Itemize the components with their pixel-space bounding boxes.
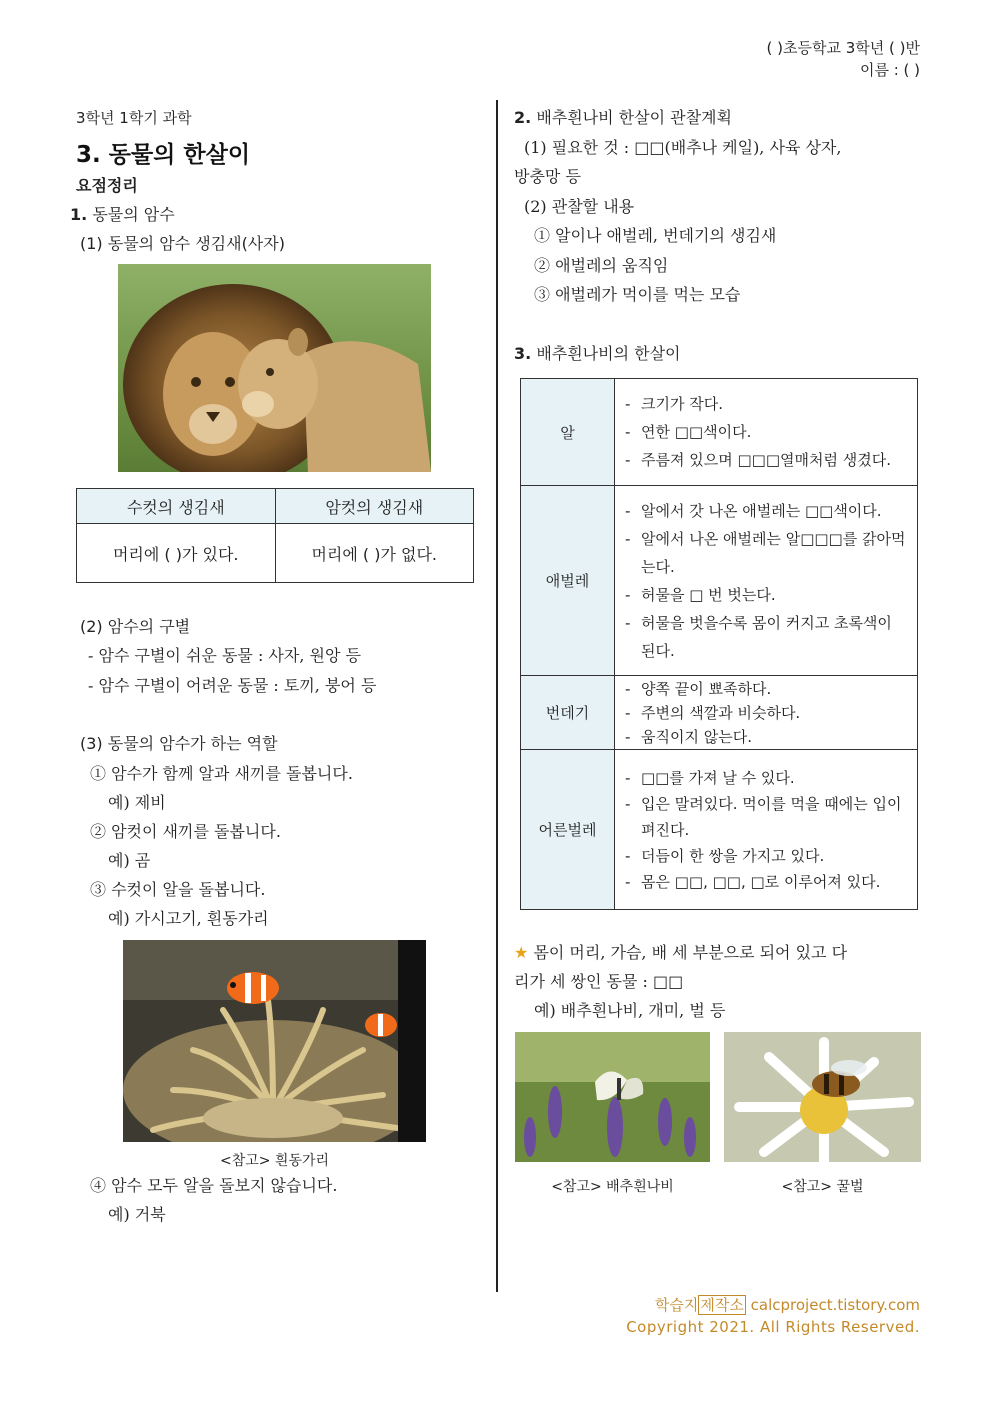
table-row — [521, 379, 918, 486]
needs-line-2: 방충망 등 — [514, 167, 581, 186]
list-item: - 허물을 벗을수록 몸이 커지고 초록색이 된다. — [619, 609, 911, 665]
insect-line-2: 리가 세 쌍인 동물 : □□ — [514, 972, 684, 991]
stage-label-pupa: 번데기 — [521, 676, 615, 750]
needs-line-1: (1) 필요한 것 : □□(배추나 케일), 사육 상자, — [524, 138, 842, 157]
observe-heading: (2) 관찰할 내용 — [524, 197, 635, 216]
section-2-title: 배추흰나비 한살이 관찰계획 — [536, 108, 732, 127]
section-2-number: 2. — [514, 108, 532, 127]
cabbage-butterfly-photo — [515, 1032, 710, 1162]
table-row — [521, 750, 918, 910]
column-divider — [496, 100, 498, 1292]
school-class-line: ( )초등학교 3학년 ( )반 — [766, 39, 920, 57]
footer-site-link[interactable]: calcproject.tistory.com — [750, 1296, 920, 1314]
list-item: - 입은 말려있다. 먹이를 먹을 때에는 입이 펴진다. — [619, 791, 911, 843]
sub2-item-hard: - 암수 구별이 어려운 동물 : 토끼, 붕어 등 — [88, 676, 377, 695]
sub2-heading: (2) 암수의 구별 — [80, 617, 191, 636]
list-item: - 주름져 있으며 □□□열매처럼 생겼다. — [619, 446, 911, 474]
insect-definition-1: 몸이 머리, 가슴, 배 세 부분으로 되어 있고 다 — [533, 943, 848, 962]
female-header: 암컷의 생김새 — [275, 489, 474, 524]
stage-label-egg: 알 — [521, 379, 615, 486]
observe-item-1: ① 알이나 애벌레, 번데기의 생김새 — [534, 226, 777, 245]
female-cell: 머리에 ( )가 없다. — [275, 524, 474, 583]
stage-content-larva — [615, 486, 918, 676]
role-4-example: 예) 거북 — [108, 1205, 166, 1224]
insect-line-1 — [514, 943, 847, 963]
list-item: - 몸은 □□, □□, □로 이루어져 있다. — [619, 869, 911, 895]
stage-label-adult: 어른벌레 — [521, 750, 615, 910]
sub3-heading: (3) 동물의 암수가 하는 역할 — [80, 734, 278, 753]
life-cycle-table — [520, 378, 918, 910]
list-item: - 움직이지 않는다. — [619, 725, 911, 749]
clownfish-caption: <참고> 흰동가리 — [219, 1153, 330, 1169]
insect-examples: 예) 배추흰나비, 개미, 벌 등 — [534, 1001, 726, 1020]
section-2-heading — [514, 108, 732, 128]
clownfish-photo — [123, 940, 426, 1142]
sub1-heading: (1) 동물의 암수 생김새(사자) — [80, 234, 285, 253]
stage-content-adult — [615, 750, 918, 910]
section-1-title: 동물의 암수 — [92, 205, 175, 224]
honeybee-photo — [724, 1032, 921, 1162]
butterfly-caption: <참고> 배추흰나비 — [551, 1179, 674, 1195]
chapter-title: 3. 동물의 한살이 — [76, 142, 251, 168]
summary-heading: 요점정리 — [76, 176, 138, 195]
section-3-heading — [514, 344, 681, 364]
stage-label-larva: 애벌레 — [521, 486, 615, 676]
section-1-number: 1. — [70, 205, 88, 224]
observe-item-2: ② 애벌레의 움직임 — [534, 256, 669, 275]
role-4: ④ 암수 모두 알을 돌보지 않습니다. — [90, 1176, 338, 1195]
observe-item-3: ③ 애벌레가 먹이를 먹는 모습 — [534, 285, 741, 304]
list-item: - 양쪽 끝이 뾰족하다. — [619, 677, 911, 701]
sub2-item-easy: - 암수 구별이 쉬운 동물 : 사자, 원앙 등 — [88, 646, 361, 665]
stage-content-pupa — [615, 676, 918, 750]
list-item: - 허물을 □ 번 벗는다. — [619, 581, 911, 609]
lion-photo — [118, 264, 431, 472]
role-2: ② 암컷이 새끼를 돌봅니다. — [90, 822, 281, 841]
section-1-heading — [70, 205, 175, 225]
list-item: - 알에서 갓 나온 애벌레는 □□색이다. — [619, 497, 911, 525]
student-name-line: 이름 : ( ) — [859, 61, 920, 79]
role-3: ③ 수컷이 알을 돌봅니다. — [90, 880, 266, 899]
footer-prefix: 학습지 — [654, 1296, 699, 1314]
list-item: - 연한 □□색이다. — [619, 418, 911, 446]
sex-comparison-table — [76, 488, 474, 583]
bee-caption: <참고> 꿀벌 — [781, 1179, 864, 1195]
male-cell: 머리에 ( )가 있다. — [77, 524, 276, 583]
role-3-example: 예) 가시고기, 흰동가리 — [108, 909, 269, 928]
footer-copyright: Copyright 2021. All Rights Reserved. — [626, 1318, 920, 1336]
table-row — [521, 486, 918, 676]
footer-brand-box: 제작소 — [700, 1296, 744, 1314]
list-item: - 알에서 나온 애벌레는 알□□□를 갉아먹는다. — [619, 525, 911, 581]
list-item: - □□를 가져 날 수 있다. — [619, 765, 911, 791]
section-3-number: 3. — [514, 344, 532, 363]
male-header: 수컷의 생김새 — [77, 489, 276, 524]
table-row — [521, 676, 918, 750]
course-label: 3학년 1학기 과학 — [76, 109, 192, 127]
stage-content-egg — [615, 379, 918, 486]
footer-credit — [655, 1294, 920, 1315]
list-item: - 더듬이 한 쌍을 가지고 있다. — [619, 843, 911, 869]
section-3-title: 배추흰나비의 한살이 — [536, 344, 681, 363]
list-item: - 크기가 작다. — [619, 390, 911, 418]
list-item: - 주변의 색깔과 비슷하다. — [619, 701, 911, 725]
role-1-example: 예) 제비 — [108, 793, 166, 812]
role-2-example: 예) 곰 — [108, 851, 151, 870]
star-icon: ★ — [514, 943, 529, 962]
role-1: ① 암수가 함께 알과 새끼를 돌봅니다. — [90, 764, 353, 783]
